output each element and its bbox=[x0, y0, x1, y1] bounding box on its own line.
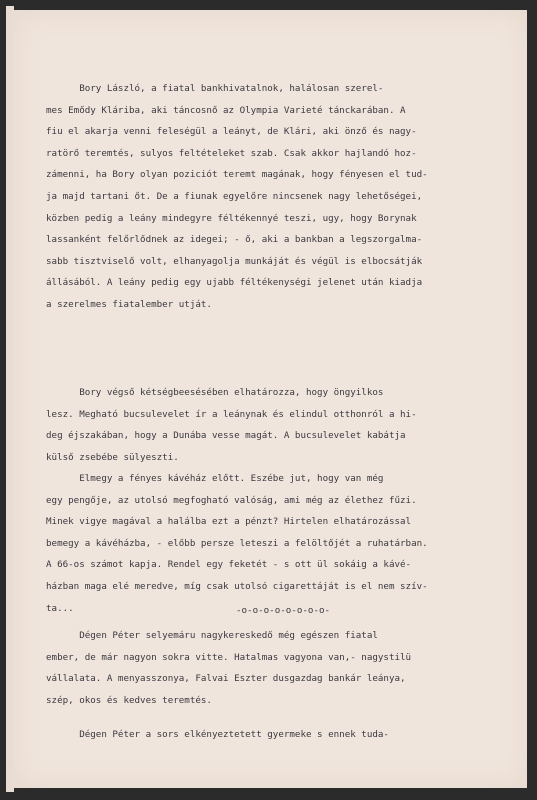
text-line: a szerelmes fiatalember utját. bbox=[46, 299, 212, 310]
text-line: Dégen Péter selyemáru nagykereskedő még egészen fiatal bbox=[46, 630, 378, 641]
text-line: házban maga elé meredve, míg csak utolsó cigarettáját is el nem szív- bbox=[46, 581, 428, 592]
text-line: külső zsebébe sülyeszti. bbox=[46, 451, 179, 463]
text-line: ratörő teremtés, sulyos feltételeket szab. Csak akkor hajlandó hoz- bbox=[46, 147, 417, 159]
text-line: vállalata. A menyasszonya, Falvai Eszter dusgazdag bankár leánya, bbox=[46, 673, 406, 685]
text-line: Bory végső kétségbeesésében elhatározza, hogy öngyilkos bbox=[46, 387, 384, 398]
typewritten-page bbox=[13, 10, 527, 788]
text-line: Bory László, a fiatal bankhivatalnok, halálosan szerel- bbox=[46, 83, 384, 94]
text-line: lesz. Megható bucsulevelet ír a leánynak és elindul otthonról a hi- bbox=[46, 408, 417, 420]
text-line: lassanként felőrlődnek az idegei; - ő, aki a bankban a legszorgalma- bbox=[46, 234, 423, 246]
text-line: szép, okos és kedves teremtés. bbox=[46, 694, 212, 706]
text-line: közben pedig a leány mindegyre féltékennyé teszi, ugy, hogy Borynak bbox=[46, 212, 417, 224]
text-line: ember, de már nagyon sokra vitte. Hatalmas vagyona van,- nagystilü bbox=[46, 651, 412, 663]
text-line: zámenni, ha Bory olyan poziciót teremt magának, hogy fényesen el tud- bbox=[46, 169, 428, 181]
section-separator: -o-o-o-o-o-o-o-o- bbox=[235, 605, 331, 616]
text-line: deg éjszakában, hogy a Dunába vesse magát. A bucsulevelet kabátja bbox=[46, 430, 406, 442]
text-line: egy pengője, az utolsó megfogható valóság, ami még az élethez fűzi. bbox=[46, 494, 417, 506]
text-line: állásából. A leány pedig egy ujabb féltékenységi jelenet után kiadja bbox=[46, 277, 423, 289]
text-line: ja majd tartani őt. De a fiunak egyelőre nincsenek nagy lehetőségei, bbox=[46, 191, 423, 202]
text-line: fiu el akarja venni feleségül a leányt, de Klári, aki önző és nagy- bbox=[46, 126, 417, 138]
text-line: Minek vigye magával a halálba ezt a pénzt? Hirtelen elhatározással bbox=[46, 516, 412, 528]
text-line: sabb tisztviselő volt, elhanyagolja munkáját és végül is elbocsátják bbox=[46, 255, 423, 267]
text-line: bemegy a kávéházba, - előbb persze leteszi a felöltőjét a ruhatárban. bbox=[46, 537, 428, 549]
text-line: Elmegy a fényes kávéház előtt. Eszébe jut, hogy van még bbox=[46, 473, 384, 484]
text-line: Dégen Péter a sors elkényeztetett gyermeke s ennek tuda- bbox=[46, 729, 389, 740]
text-line: mes Emődy Kláriba, aki táncosnő az Olympia Varieté tánckarában. A bbox=[46, 104, 406, 116]
text-line: ta... bbox=[46, 602, 74, 614]
text-line: A 66-os számot kapja. Rendel egy feketét - s ott ül sokáig a kávé- bbox=[46, 559, 412, 571]
